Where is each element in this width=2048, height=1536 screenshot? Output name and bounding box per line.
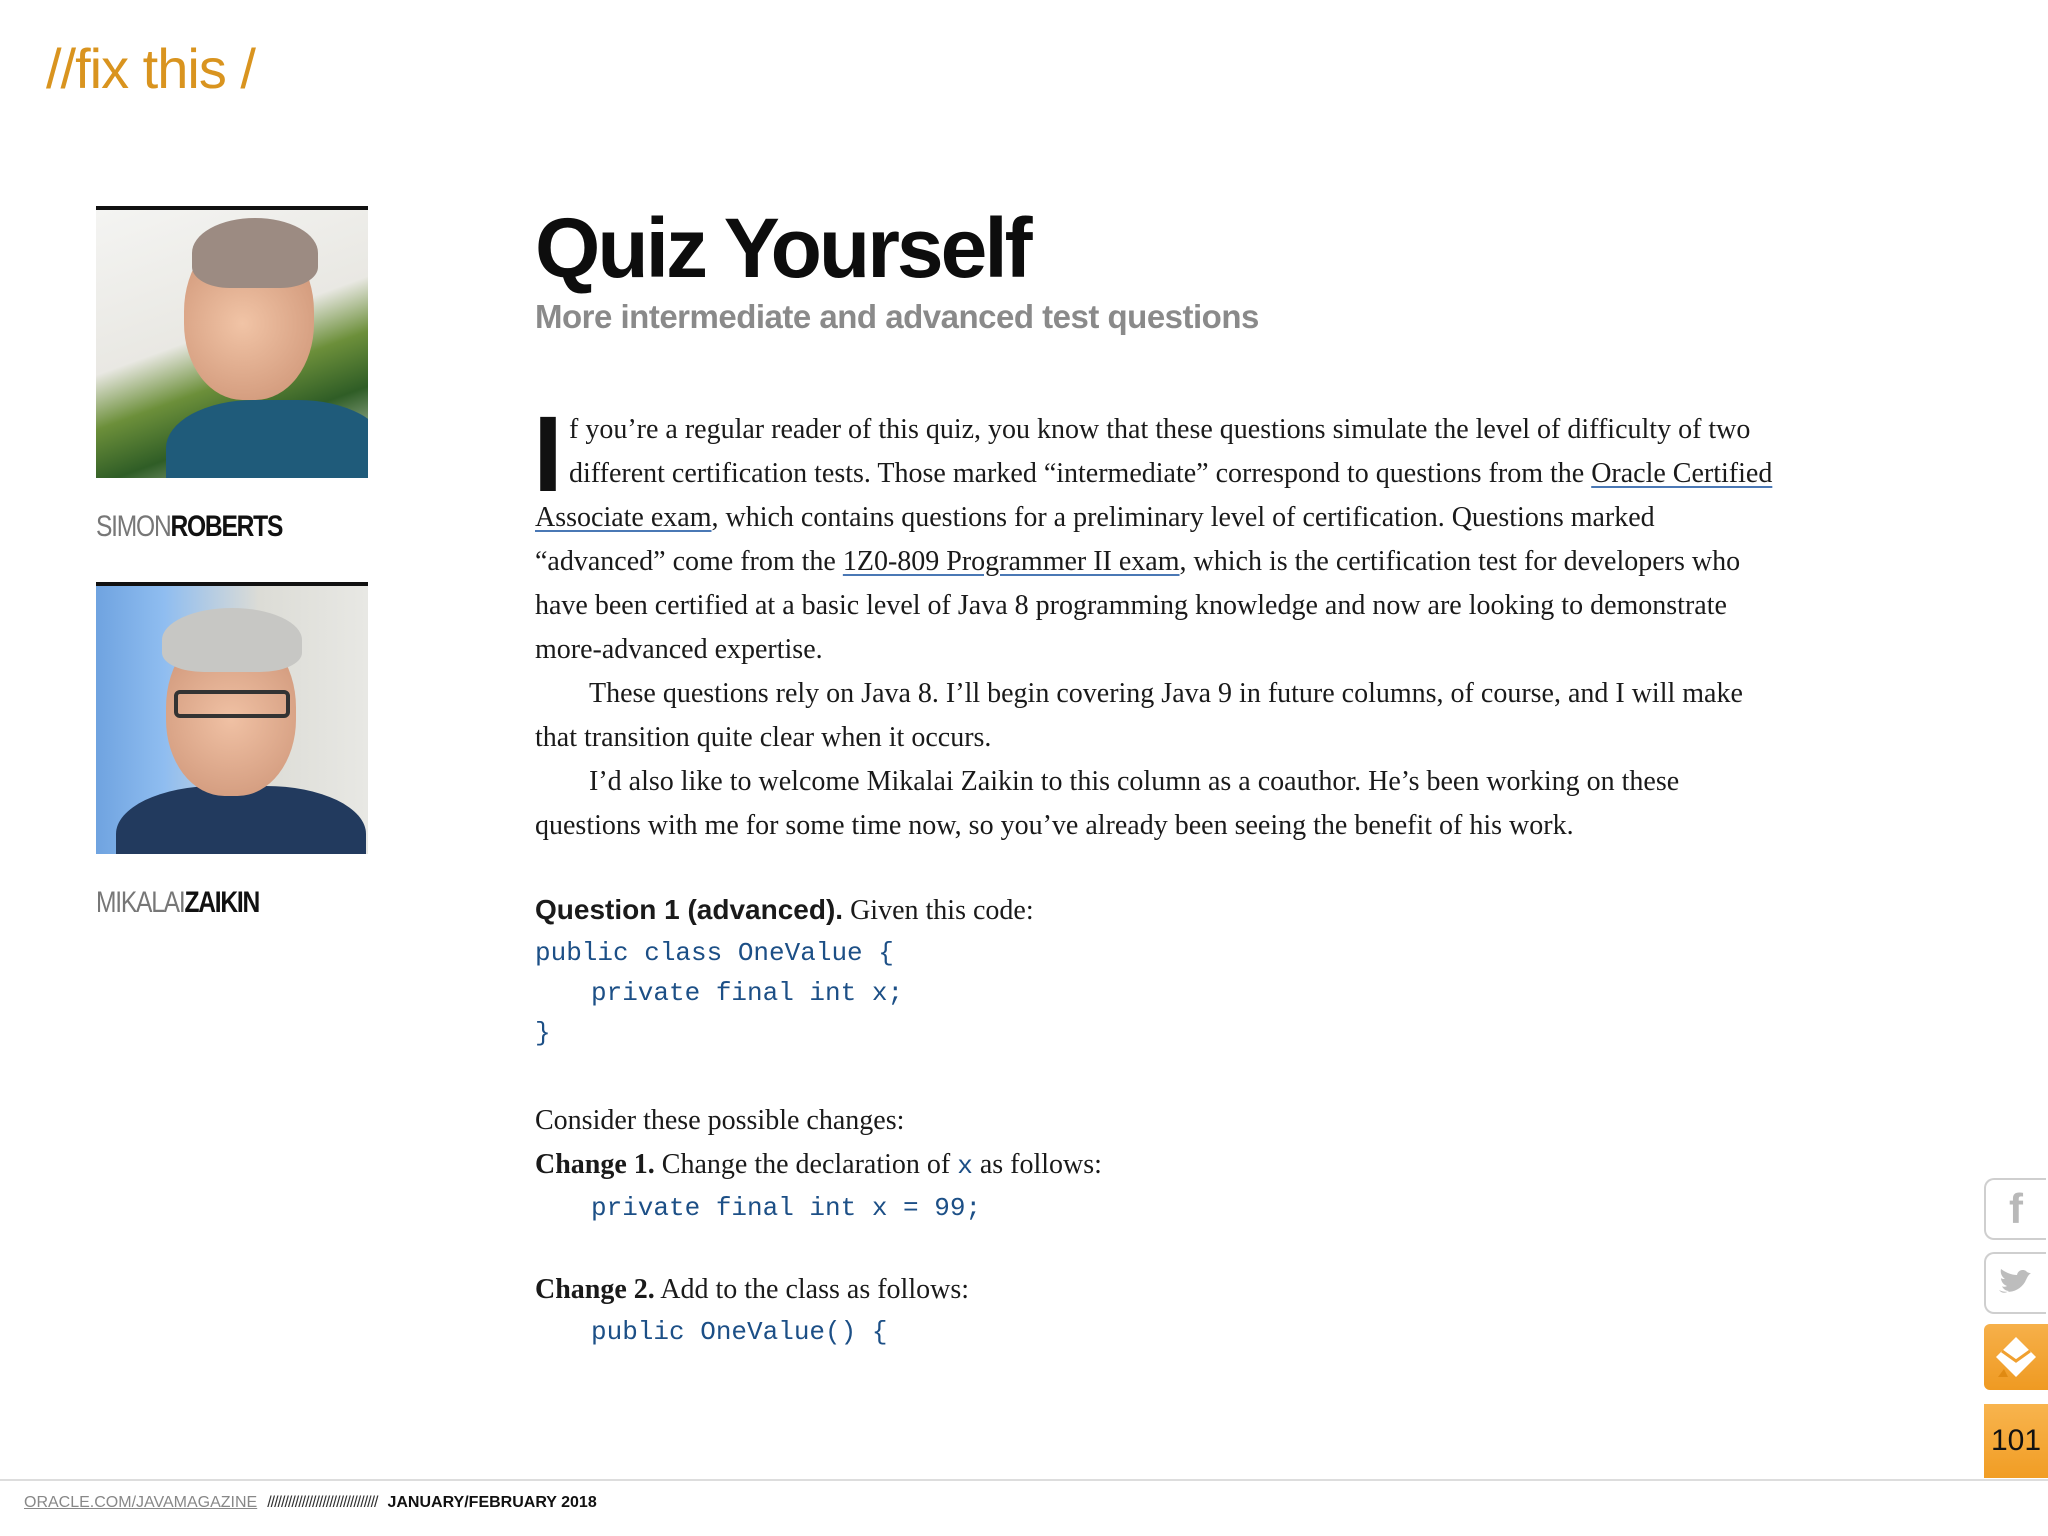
footer-divider [0,1479,2048,1481]
paragraph-coauthor: I’d also like to welcome Mikalai Zaikin to this column as a coauthor. He’s been working on these questions with me for some time now, so you’ve already been seeing the benefit of his work. [535,766,1680,841]
code-line: private final int x; [591,978,904,1008]
author-name [96,886,319,920]
link-1z0-809-exam[interactable]: 1Z0-809 Programmer II exam [842,546,1180,577]
email-button[interactable] [1984,1324,2048,1390]
drop-cap: I [533,393,564,514]
author-mikalai-zaikin [96,582,368,920]
paragraph-text: f you’re a regular reader of this quiz, you know that these questions simulate the level of difficulty of two different certification tests. Those marked “intermediate” correspond to questions from the [569,414,1751,489]
article-subtitle: More intermediate and advanced test questions [535,298,1259,335]
article [535,200,1775,1352]
author-photo [96,582,368,854]
page-number: 101 [1984,1404,2048,1478]
change-text: as follows: [972,1149,1102,1180]
author-first-name: MIKALAI [96,886,185,919]
author-last-name: ZAIKIN [184,886,260,919]
footer-slashes: //////////////////////////////// [267,1494,378,1511]
code-line: public OneValue() { [591,1317,888,1347]
changes-section [535,1099,1775,1352]
change-text: Add to the class as follows: [654,1274,969,1305]
paragraph-java-version: These questions rely on Java 8. I’ll begin covering Java 9 in future columns, of course, and I will make that transition quite clear when it occurs. [535,678,1743,753]
footer-issue: JANUARY/FEBRUARY 2018 [387,1494,597,1511]
link-oca-exam[interactable]: Oracle Certified Associate exam [535,458,1773,533]
author-first-name: SIMON [96,510,171,543]
author-last-name: ROBERTS [170,510,283,543]
paragraph-intro [533,393,1775,672]
change-text: Change the declaration of [654,1149,958,1180]
code-line: public class OneValue { [535,938,894,968]
email-icon [1994,1335,2038,1379]
question-label: Question 1 (advanced). [535,894,844,925]
code-line: private final int x = 99; [591,1193,982,1223]
change-1 [535,1143,1775,1188]
paragraph-text: , which contains questions for a preliminary level of certification. Questions marked “advanced” come from the [535,502,1655,577]
code-line: } [535,1018,551,1048]
change-2 [535,1268,1775,1312]
question-intro: Given this code: [843,895,1034,926]
footer-site-link[interactable]: ORACLE.COM/JAVAMAGAZINE [24,1494,258,1511]
change-label: Change 1. [535,1149,655,1180]
share-rail [1984,1178,2048,1478]
article-title: Quiz Yourself [535,201,1030,295]
facebook-button[interactable] [1984,1178,2046,1240]
section-tag: //fix this / [46,37,255,100]
question-1 [535,888,1775,1053]
author-name [96,510,319,544]
paragraph-text: , which is the certification test for developers who have been certified at a basic level of Java 8 programming knowledge and now are looking to demonstrate more-advanced expertise. [535,546,1741,665]
consider-text: Consider these possible changes: [535,1105,905,1136]
article-body [533,393,1775,848]
facebook-icon: f [2009,1185,2023,1232]
change-label: Change 2. [535,1274,655,1305]
inline-code: x [957,1151,973,1181]
author-simon-roberts [96,206,368,544]
twitter-bird-icon [1997,1268,2035,1298]
footer [24,1494,597,1512]
author-photo [96,206,368,478]
twitter-button[interactable] [1984,1252,2046,1314]
